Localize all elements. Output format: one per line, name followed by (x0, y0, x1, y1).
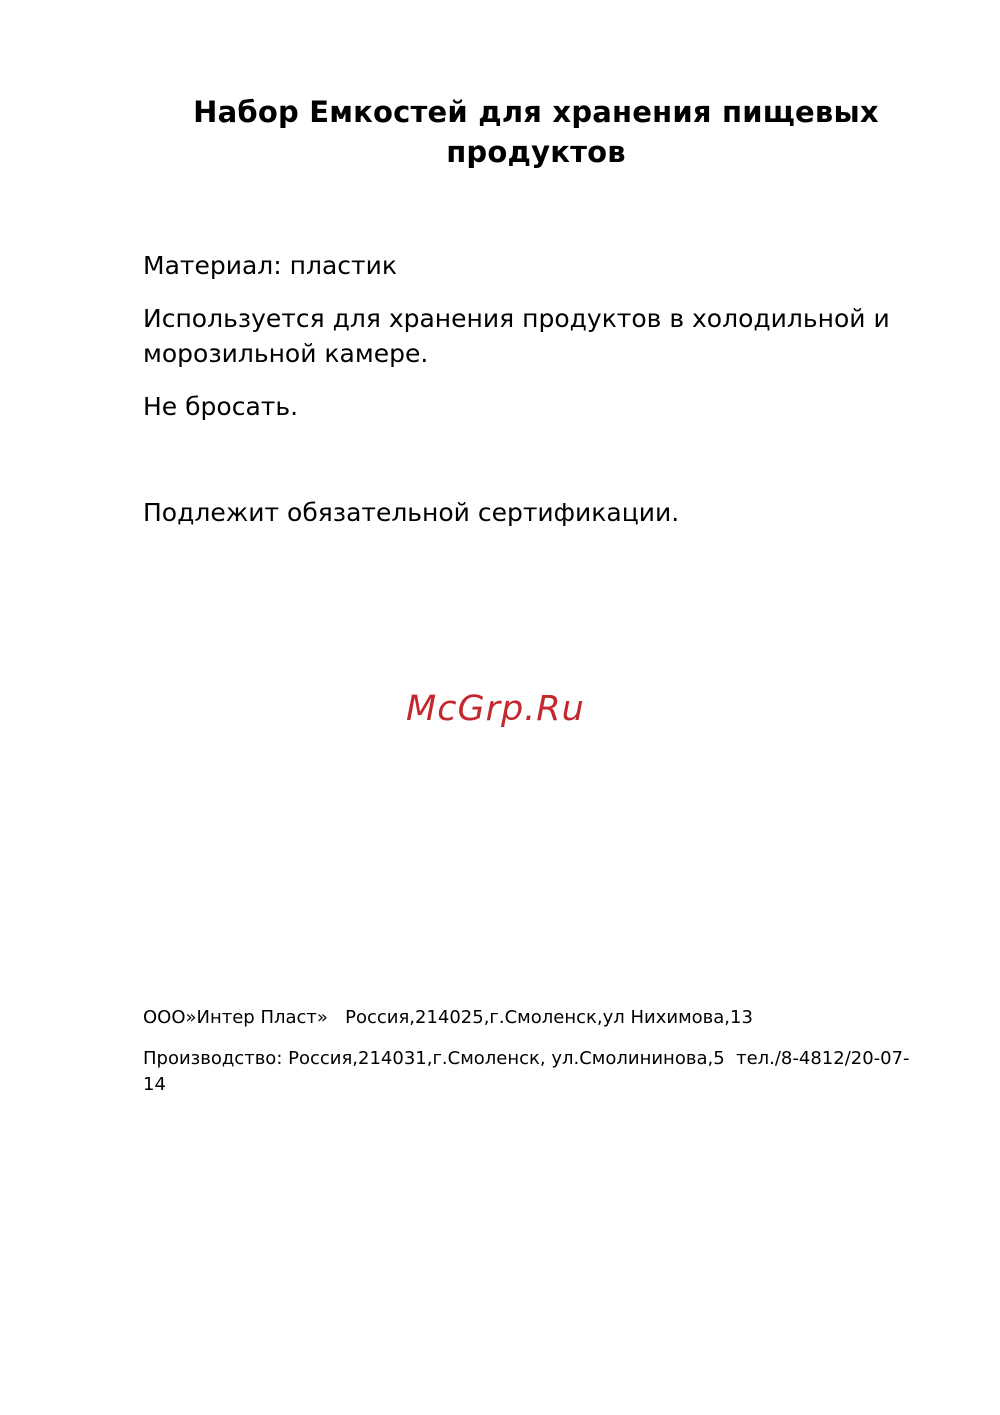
usage-text: Используется для хранения продуктов в холодильной и морозильной камере. (143, 304, 906, 368)
production-address: Производство: Россия,214031,г.Смоленск, ул.Смолининова,5 тел./8-4812/20-07-14 (143, 1048, 910, 1095)
material-text: Материал: пластик (143, 251, 397, 280)
document-title: Набор Емкостей для хранения пищевых продуктов (193, 95, 879, 169)
company-address: ООО»Интер Пласт» Россия,214025,г.Смоленск,ул Нихимова,13 (143, 1007, 753, 1028)
warning-text: Не бросать. (143, 392, 299, 421)
certification-text: Подлежит обязательной сертификации. (143, 498, 680, 527)
watermark-logo: McGrp.Ru (406, 689, 585, 729)
